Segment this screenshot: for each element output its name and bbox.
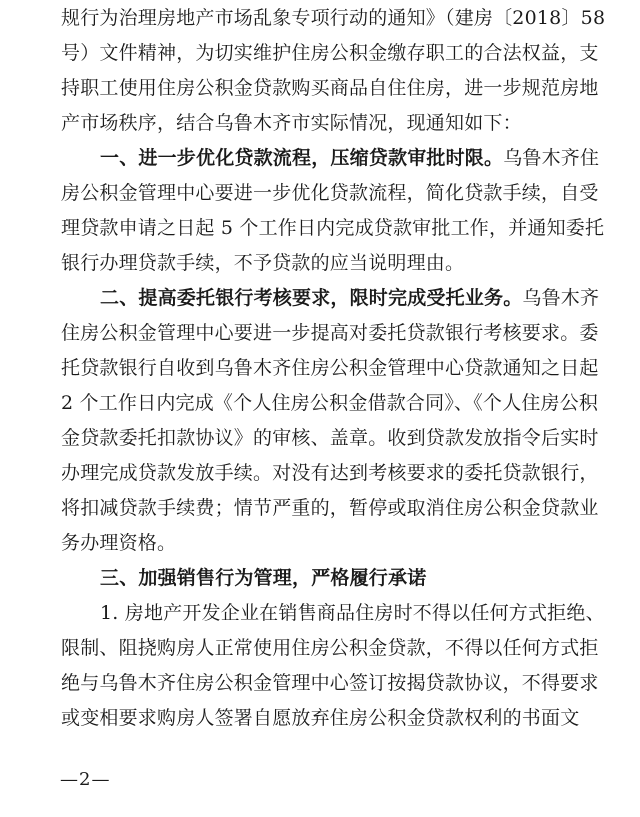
body-text-line (61, 461, 640, 485)
body-text-line (61, 496, 640, 520)
page-number: —2— (60, 769, 111, 790)
section-heading-line (100, 146, 640, 170)
body-text-line (61, 251, 640, 275)
line-text: 住房公积金管理中心要进一步提高对委托贷款银行考核要求。委 (61, 322, 599, 344)
section-heading: 一、进一步优化贷款流程，压缩贷款审批时限。 (100, 147, 504, 169)
line-text: 房公积金管理中心要进一步优化贷款流程，简化贷款手续，自受 (61, 182, 599, 204)
body-text-line (61, 111, 640, 135)
body-text-line (61, 531, 640, 555)
body-text-line (61, 6, 640, 30)
line-text: 托贷款银行自收到乌鲁木齐住房公积金管理中心贷款通知之日起 (61, 357, 599, 379)
line-text: 产市场秩序，结合乌鲁木齐市实际情况，现通知如下： (61, 112, 522, 134)
body-text-line (61, 41, 640, 65)
section-heading-line (100, 286, 640, 310)
line-text: 金贷款委托扣款协议》的审核、盖章。收到贷款发放指令后实时 (61, 427, 599, 449)
line-text: 号）文件精神，为切实维护住房公积金缴存职工的合法权益，支 (61, 42, 599, 64)
line-text: 绝与乌鲁木齐住房公积金管理中心签订按揭贷款协议，不得要求 (61, 672, 599, 694)
body-text-line (61, 391, 640, 415)
body-text-line (61, 321, 640, 345)
line-text: 务办理资格。 (61, 532, 177, 554)
body-text-line (61, 706, 640, 730)
line-text: 2 个工作日内完成《个人住房公积金借款合同》、《个人住房公积 (61, 392, 599, 414)
body-text-line (61, 216, 640, 240)
line-text: 办理完成贷款发放手续。对没有达到考核要求的委托贷款银行， (61, 462, 599, 484)
section-heading-line (100, 566, 640, 590)
body-text-line (61, 76, 640, 100)
line-text: 乌鲁木齐 (522, 287, 600, 309)
line-text: 理贷款申请之日起 5 个工作日内完成贷款审批工作，并通知委托 (61, 217, 605, 239)
line-text: 限制、阻挠购房人正常使用住房公积金贷款，不得以任何方式拒 (61, 637, 599, 659)
line-text: 1. 房地产开发企业在销售商品住房时不得以任何方式拒绝、 (100, 602, 605, 624)
body-text-line (61, 356, 640, 380)
body-text-line (61, 636, 640, 660)
section-heading: 二、提高委托银行考核要求，限时完成受托业务。 (100, 287, 523, 309)
section-heading: 三、加强销售行为管理，严格履行承诺 (100, 567, 427, 589)
line-text: 持职工使用住房公积金贷款购买商品自住住房，进一步规范房地 (61, 77, 599, 99)
body-text-line (61, 671, 640, 695)
line-text: 将扣减贷款手续费；情节严重的，暂停或取消住房公积金贷款业 (61, 497, 599, 519)
line-text: 银行办理贷款手续，不予贷款的应当说明理由。 (61, 252, 465, 274)
body-text-line (61, 181, 640, 205)
body-text-line (61, 426, 640, 450)
body-text-line (100, 601, 640, 625)
line-text: 或变相要求购房人签署自愿放弃住房公积金贷款权利的书面文 (61, 707, 580, 729)
line-text: 规行为治理房地产市场乱象专项行动的通知》（建房〔2018〕58 (61, 7, 606, 29)
line-text: 乌鲁木齐住 (503, 147, 600, 169)
